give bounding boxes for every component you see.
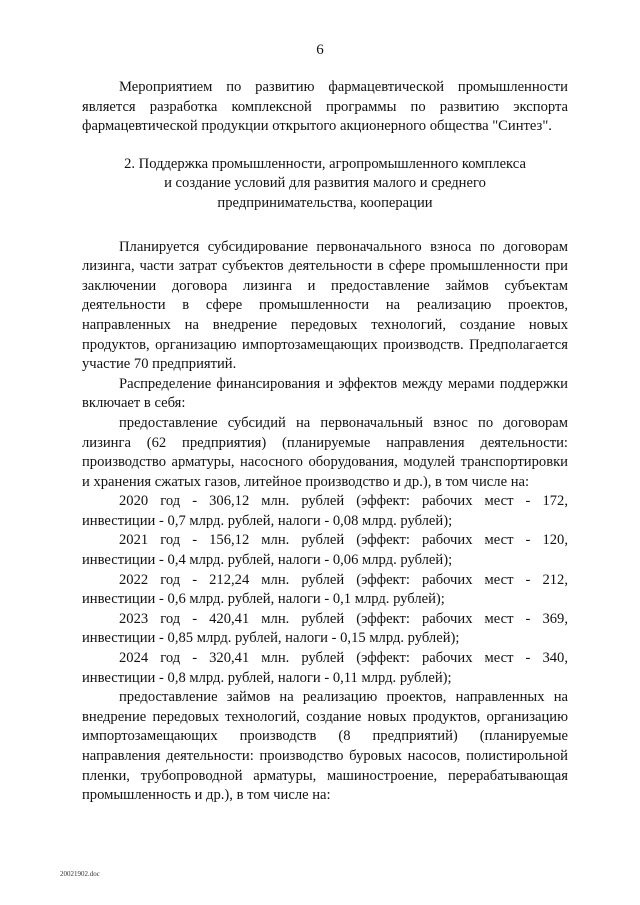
year-2021-line: 2021 год - 156,12 млн. рублей (эффект: рабочих мест - 120, <box>119 532 568 549</box>
section-heading <box>82 155 568 214</box>
paragraph-leasing-subsidies: предоставление субсидий на первоначальный взнос по договорам лизинга (62 предприятия) (планируемые направления деятельности: производство арматуры, насосного оборудования, модулей транспортировки и хранения сжатых газов, литейное производство и др.), в том числе на: <box>82 414 568 490</box>
year-2021-effects: инвестиции - 0,4 млрд. рублей, налоги - 0,06 млрд. рублей); <box>82 552 453 569</box>
year-list <box>82 492 568 688</box>
year-2022-effects: инвестиции - 0,6 млрд. рублей, налоги - 0,1 млрд. рублей); <box>82 591 445 608</box>
year-2020-effects: инвестиции - 0,7 млрд. рублей, налоги - 0,08 млрд. рублей); <box>82 512 453 529</box>
document-body <box>82 78 568 806</box>
section-heading-line-1: 2. Поддержка промышленности, агропромышленного комплекса <box>124 155 526 172</box>
year-2024-effects: инвестиции - 0,8 млрд. рублей, налоги - 0,11 млрд. рублей); <box>82 669 452 686</box>
section-heading-line-2: и создание условий для развития малого и среднего <box>164 175 486 192</box>
file-name-footer: 20021902.doc <box>60 870 100 878</box>
paragraph-loans: предоставление займов на реализацию проектов, направленных на внедрение передовых технологий, создание новых продуктов, организацию импортозамещающих производств (8 предприятий) (планируемые направления деятельности: производство буровых насосов, полистирольной пленки, трубопроводной арматуры, машиностроение, перерабатывающая промышленность и др.), в том числе на: <box>82 689 568 804</box>
year-2024-line: 2024 год - 320,41 млн. рублей (эффект: рабочих мест - 340, <box>119 650 568 667</box>
paragraph-subsidies-plan: Планируется субсидирование первоначального взноса по договорам лизинга, части затрат субъектов деятельности в сфере промышленности при заключении договора лизинга и предоставление займов субъектам деятельности в сфере промышленности на реализацию проектов, направленных на внедрение передовых технологий, создание новых продуктов, организацию импортозамещающих производств. Предполагается участие 70 предприятий. <box>82 238 568 373</box>
intro-paragraph: Мероприятием по развитию фармацевтической промышленности является разработка комплексной программы по развитию экспорта фармацевтической продукции открытого акционерного общества "Синтез". <box>82 79 568 135</box>
paragraph-distribution: Распределение финансирования и эффектов между мерами поддержки включает в себя: <box>82 375 568 412</box>
year-2020-line: 2020 год - 306,12 млн. рублей (эффект: рабочих мест - 172, <box>119 493 568 510</box>
page-number: 6 <box>316 42 324 58</box>
section-heading-line-3: предпринимательства, кооперации <box>217 194 433 211</box>
year-2023-line: 2023 год - 420,41 млн. рублей (эффект: рабочих мест - 369, <box>119 610 568 627</box>
year-2022-line: 2022 год - 212,24 млн. рублей (эффект: рабочих мест - 212, <box>119 571 568 588</box>
year-2023-effects: инвестиции - 0,85 млрд. рублей, налоги - 0,15 млрд. рублей); <box>82 630 460 647</box>
